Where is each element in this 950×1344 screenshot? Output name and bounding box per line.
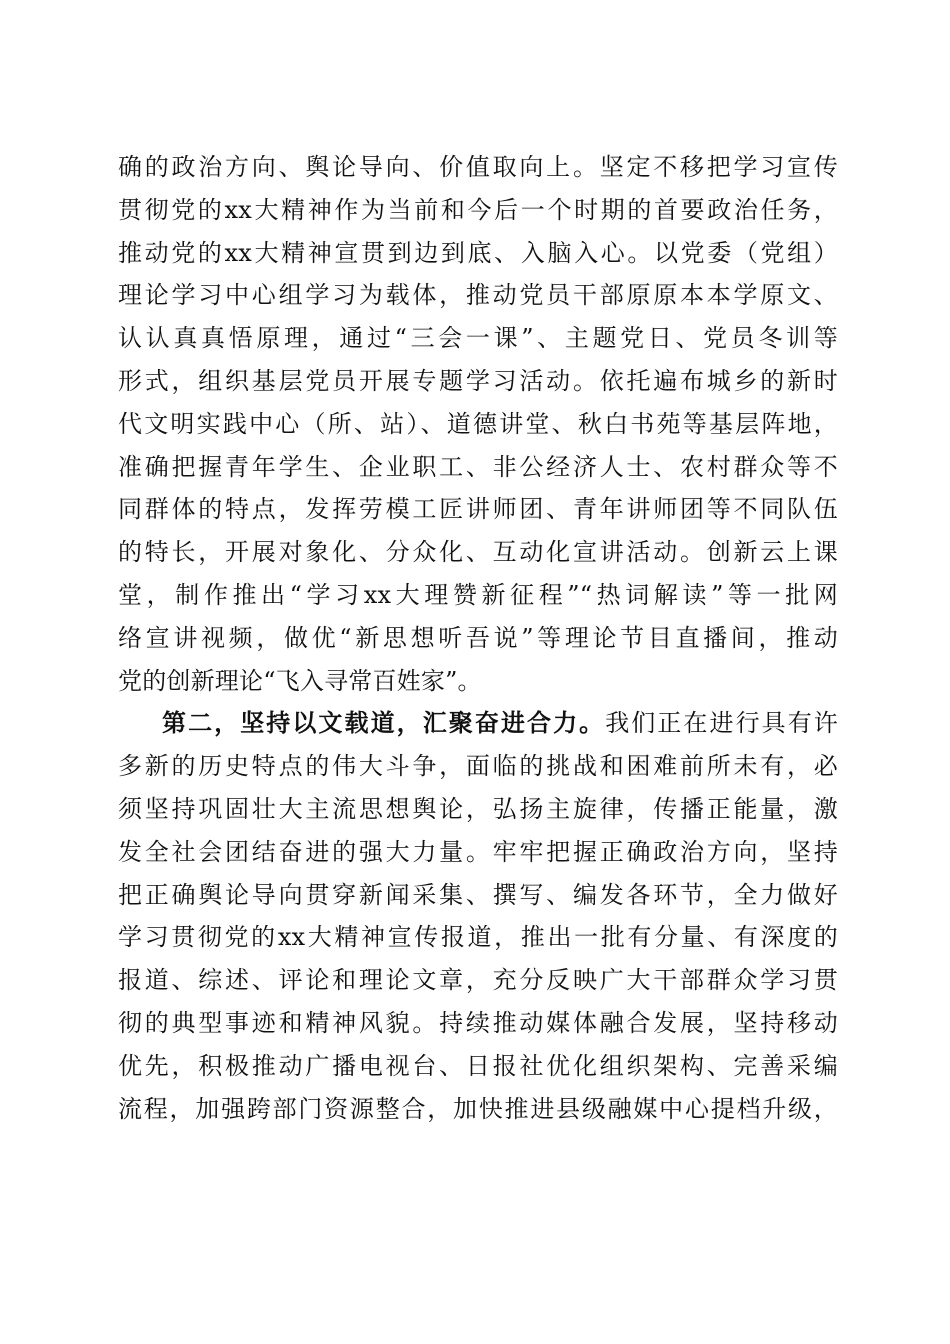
text-line: 理论学习中心组学习为载体，推动党员干部原原本本学原文、 — [118, 281, 838, 310]
text-line: 流程，加强跨部门资源整合，加快推进县级融媒中心提档升级， — [118, 1094, 838, 1123]
text-line: 的特长，开展对象化、分众化、互动化宣讲活动。创新云上课 — [118, 538, 838, 567]
text-line: 同群体的特点，发挥劳模工匠讲师团、青年讲师团等不同队伍 — [118, 495, 838, 524]
text-line: 代文明实践中心（所、站）、道德讲堂、秋白书苑等基层阵地， — [118, 409, 838, 438]
text-line: 确的政治方向、舆论导向、价值取向上。坚定不移把学习宣传 — [118, 153, 838, 181]
text-line: 推动党的xx大精神宣贯到边到底、入脑入心。以党委（党组） — [118, 238, 838, 267]
text-line: 络宣讲视频，做优“新思想听吾说”等理论节目直播间，推动 — [118, 623, 838, 652]
text-line: 发全社会团结奋进的强大力量。牢牢把握正确政治方向，坚持 — [118, 837, 838, 866]
text-run: 我们正在进行具有许 — [605, 709, 838, 738]
paragraph-1 — [118, 146, 838, 702]
text-line: 须坚持巩固壮大主流思想舆论，弘扬主旋律，传播正能量，激 — [118, 794, 838, 823]
text-line: 彻的典型事迹和精神风貌。持续推动媒体融合发展，坚持移动 — [118, 1008, 838, 1037]
text-line: 党的创新理论“飞入寻常百姓家”。 — [118, 666, 482, 695]
text-line: 堂，制作推出“学习xx大理赞新征程”“热词解读”等一批网 — [118, 580, 838, 609]
text-line: 多新的历史特点的伟大斗争，面临的挑战和困难前所未有，必 — [118, 752, 838, 781]
text-line: 优先，积极推动广播电视台、日报社优化组织架构、完善采编 — [118, 1051, 838, 1080]
text-line: 把正确舆论导向贯穿新闻采集、撰写、编发各环节，全力做好 — [118, 880, 838, 909]
paragraph-2 — [118, 702, 838, 1130]
text-line: 形式，组织基层党员开展专题学习活动。依托遍布城乡的新时 — [118, 366, 838, 395]
text-line: 认认真真悟原理，通过“三会一课”、主题党日、党员冬训等 — [118, 324, 838, 353]
text-line: 报道、综述、评论和理论文章，充分反映广大干部群众学习贯 — [118, 966, 838, 995]
document-body — [118, 146, 838, 1130]
text-line: 贯彻党的xx大精神作为当前和今后一个时期的首要政治任务， — [118, 195, 838, 224]
section-heading: 第二，坚持以文载道，汇聚奋进合力。 — [162, 708, 606, 738]
text-line: 学习贯彻党的xx大精神宣传报道，推出一批有分量、有深度的 — [118, 923, 838, 952]
paragraph-2-first-line — [118, 702, 838, 745]
text-line: 准确把握青年学生、企业职工、非公经济人士、农村群众等不 — [118, 452, 838, 481]
